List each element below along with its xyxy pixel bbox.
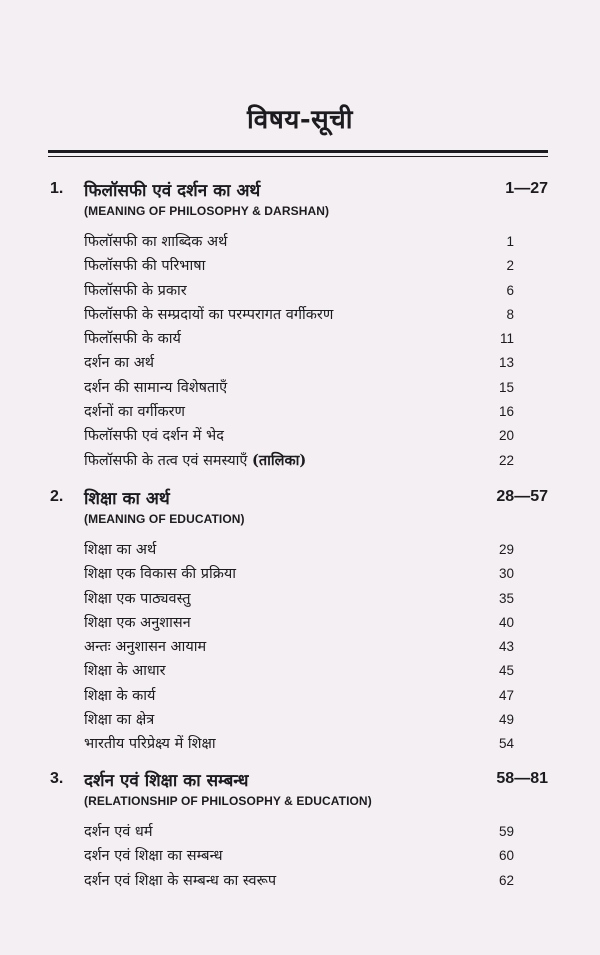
entry-label: फिलॉसफी एवं दर्शन में भेद — [84, 428, 224, 445]
title-rule-thin — [48, 156, 548, 157]
entry-label: शिक्षा का अर्थ — [84, 542, 157, 558]
toc-entry — [84, 659, 546, 683]
entry-page: 16 — [498, 404, 514, 420]
entry-page: 47 — [498, 687, 514, 703]
entry-label: शिक्षा एक पाठ्यवस्तु — [84, 590, 191, 607]
entry-page: 45 — [498, 663, 514, 679]
chapter-subtitle: (MEANING OF EDUCATION) — [84, 512, 245, 526]
chapter-subtitle: (MEANING OF PHILOSOPHY & DARSHAN) — [84, 204, 330, 218]
chapter-items — [84, 538, 546, 757]
entry-page: 62 — [498, 872, 514, 888]
entry-label: भारतीय परिप्रेक्ष्य में शिक्षा — [84, 736, 216, 753]
entry-label: शिक्षा के कार्य — [84, 687, 156, 704]
chapter-title: दर्शन एवं शिक्षा का सम्बन्ध — [84, 771, 249, 791]
toc-entry — [84, 820, 546, 844]
entry-page: 1 — [506, 234, 514, 249]
chapter-title: शिक्षा का अर्थ — [84, 489, 170, 509]
chapter-items — [84, 230, 546, 473]
entry-label: दर्शन एवं शिक्षा के सम्बन्ध का स्वरूप — [84, 872, 277, 889]
entry-label-bold: (तालिका) — [252, 451, 307, 469]
entry-label: फिलॉसफी के कार्य — [84, 331, 181, 348]
entry-label: दर्शन एवं धर्म — [84, 824, 153, 840]
toc-entry — [84, 449, 546, 473]
toc-entry — [84, 869, 546, 893]
toc-entry — [84, 424, 546, 448]
chapter-page-range: 28—57 — [496, 488, 548, 505]
title-rule-thick — [48, 150, 548, 153]
entry-page: 40 — [498, 614, 514, 630]
toc-entry — [84, 611, 546, 635]
toc-entry — [84, 303, 546, 327]
chapter-title: फिलॉसफी एवं दर्शन का अर्थ — [84, 181, 261, 201]
chapter-number: 1. — [50, 180, 64, 197]
chapter-page-range: 58—81 — [496, 770, 548, 787]
toc-entry — [84, 351, 546, 375]
entry-label: शिक्षा के आधार — [84, 663, 166, 680]
toc-entry — [84, 538, 546, 562]
toc-entry — [84, 327, 546, 351]
chapter-subtitle: (RELATIONSHIP OF PHILOSOPHY & EDUCATION) — [84, 794, 372, 808]
entry-label: दर्शन की सामान्य विशेषताएँ — [84, 379, 228, 396]
entry-page: 15 — [498, 379, 514, 395]
entry-label: शिक्षा एक अनुशासन — [84, 614, 191, 631]
entry-page: 43 — [498, 639, 514, 655]
entry-label: दर्शन का अर्थ — [84, 355, 155, 372]
entry-label: फिलॉसफी का शाब्दिक अर्थ — [84, 234, 228, 250]
entry-page: 6 — [506, 282, 514, 298]
entry-label: फिलॉसफी के सम्प्रदायों का परम्परागत वर्गीकरण — [84, 306, 334, 323]
entry-label: फिलॉसफी की परिभाषा — [84, 258, 206, 275]
entry-label-group — [84, 449, 306, 473]
toc-entry — [84, 732, 546, 756]
chapter-items — [84, 820, 546, 893]
entry-page: 11 — [499, 331, 514, 347]
toc-entry — [84, 400, 546, 424]
toc-entry — [84, 254, 546, 278]
entry-page: 13 — [498, 355, 514, 371]
entry-label: फिलॉसफी के प्रकार — [84, 282, 187, 299]
toc-entry — [84, 587, 546, 611]
entry-page: 22 — [498, 452, 514, 468]
chapter-number: 2. — [50, 488, 64, 505]
entry-page: 59 — [498, 824, 514, 839]
entry-label: दर्शनों का वर्गीकरण — [84, 404, 186, 421]
entry-label: शिक्षा एक विकास की प्रक्रिया — [84, 566, 237, 583]
entry-page: 49 — [498, 712, 514, 728]
entry-page: 2 — [506, 258, 514, 274]
entry-label: दर्शन एवं शिक्षा का सम्बन्ध — [84, 848, 223, 865]
chapter-number: 3. — [50, 770, 64, 787]
toc-entry — [84, 684, 546, 708]
toc-entry — [84, 708, 546, 732]
toc-entry — [84, 635, 546, 659]
entry-label: शिक्षा का क्षेत्र — [84, 712, 155, 729]
entry-label: फिलॉसफी के तत्व एवं समस्याएँ — [84, 452, 248, 469]
entry-label: अन्तः अनुशासन आयाम — [84, 639, 207, 656]
toc-entry — [84, 844, 546, 868]
entry-page: 60 — [498, 848, 514, 864]
entry-page: 8 — [506, 306, 514, 322]
page-title: विषय-सूची — [247, 105, 353, 135]
toc-entry — [84, 376, 546, 400]
entry-page: 29 — [498, 542, 514, 557]
entry-page: 54 — [498, 736, 514, 752]
chapter-page-range: 1—27 — [505, 180, 548, 197]
toc-entry — [84, 562, 546, 586]
toc-entry — [84, 230, 546, 254]
toc-entry — [84, 279, 546, 303]
entry-page: 30 — [498, 566, 514, 582]
entry-page: 35 — [498, 590, 514, 606]
entry-page: 20 — [498, 428, 514, 444]
